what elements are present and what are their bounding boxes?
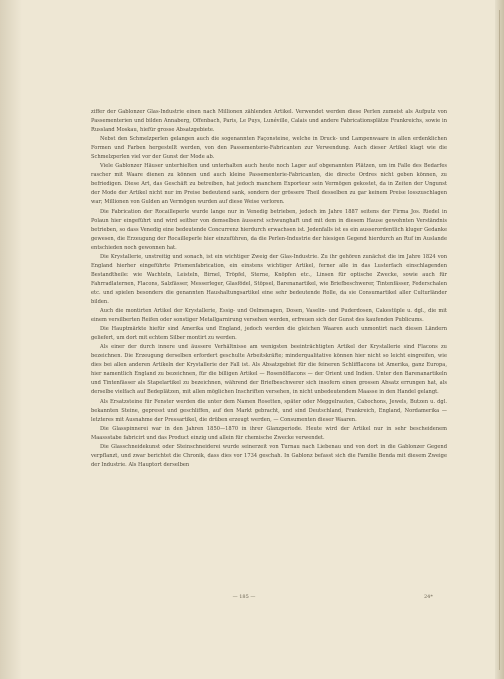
paragraph: Die Glasspinnerei war in den Jahren 1850—1870 in ihrer Glanzperiode. Heute wird der Artikel nur in sehr bescheidenem Maassstabe fabricirt und das Product einzig und allein für chemische Zwecke verwendet. xyxy=(91,425,447,441)
paragraph: Die Hauptmärkte hiefür sind Amerika und England, jedoch werden die gleichen Waaren auch unmontirt nach diesen Ländern geliefert, um dort mit echtem Silber montirt zu werden. xyxy=(91,326,447,342)
paragraph: Die Fabrication der Rocailleperle wurde lange nur in Venedig betrieben, jedoch im Jahre 1887 seitens der Firma Jos. Riedel in Polaun hier eingeführt und wird seither von demselben äusserst schwunghaft und mit dem in diesem Hause gewohnten Verständnis betrieben, so dass Venedig eine bedeutende Concurrenz hierdurch erwachsen ist. Jedenfalls ist es ein ausserordentlich kluger Gedanke gewesen, die Erzeugung der Rocailleperle hier einzuführen, da die Perlen-Industrie der hiesigen Gegend hierdurch an Ruf im Auslande entschieden noch gewonnen hat. xyxy=(91,208,447,251)
paragraph: Die Glasschneidekunst oder Steinschneiderei wurde seinerzeit von Turnau nach Liebenau und von dort in die Gablonzer Gegend verpflanzt, und zwar berichtet die Chronik, dass dies vor 1734 geschah. In Gablonz befasst sich die Familie Benda mit diesem Zweige der Industrie. Als Hauptort derselben xyxy=(91,443,447,468)
paragraph: Nebst den Schmelzperlen gelangen auch die sogenannten Façonsteine, welche in Druck- und Lampenwaare in allen erdenklichen Formen und Farben hergestellt werden, von den Passementerie-Fabricanten zur Verwendung. Auch dieser Artikel klagt wie die Schmelzperlen viel vor der Gunst der Mode ab. xyxy=(91,136,447,161)
paragraph: Als Ersatzsteine für Fenster werden die unter dem Namen Rosetten, später oder Meggelrauten, Cabochons, Jewels, Butzen u. dgl. bekannten Steine, gepresst und geschliffen, auf den Markt gebracht, und sind Deutschland, Frankreich, England, Nordamerika — letzteres mit Ausnahme der Pressartikel, die drüben erzeugt werden, — Consumenten dieser Waaren. xyxy=(91,398,447,423)
page-edge-line xyxy=(499,10,500,670)
signature-mark: 24* xyxy=(424,594,433,600)
paragraph: ziffer der Gablonzer Glas-Industrie einen nach Millionen zählenden Artikel. Verwendet werden diese Perlen zumeist als Aufputz von Passementerien und bilden Annaberg, Offenbach, Paris, Le Puys, Lunéville, Calais und andere Fabricationsplätze Frankreichs, sowie in Russland Moskau, hiefür grosse Absatzgebiete. xyxy=(91,109,447,134)
gutter-shadow xyxy=(0,0,22,679)
paragraph: Die Krystallerie, unstreitig und sonach, ist ein wichtiger Zweig der Glas-Industrie. Zu ihr gehören zunächst die im Jahre 1824 von England hierher eingeführte Prismenfabrication, ein einstens wichtiger Artikel, ferner alle in das Lusterfach einschlagenden Bestandtheile: wie Wachteln, Leisteln, Birnel, Tröpfel, Sterne, Knöpfen etc., Linsen für optische Zwecke, sowie auch für Fahrradlaternen, Flacons, Salzfässer, Messerleger, Glasfödel, Stöpsel, Barenanartikel, wie Briefbeschwerer, Tintenfässer, Federschalen etc. und spielen besonders die genannten Haushaltungsartikel eine sehr bedeutende Rolle, da sie Consumartikel aller Culturländer bilden. xyxy=(91,253,447,305)
paragraph: Als einer der durch innere und äussere Verhältnisse am wenigsten beeinträchtigten Artikel der Krystallerie sind Flacons zu bezeichnen. Die Erzeugung derselben erfordert geschulte Arbeitskräfte; minderqualitative können hier nicht so leicht eingreifen, wie dies bei allen anderen Artikeln der Krystallerie der Fall ist. Als Absatzgebiet für die feineren Schlifflacons ist Amerika, ganz Europa, hier namentlich England zu bezeichnen, für die billigen Artikel — Rosenölflacons — der Orient und Indien. Unter den Barenanartikeln und Tintenfässer als Stapelartikel zu bezeichnen, während der Briefbeschwerer sich insofern einen grossen Absatz errungen hat, als derselbe vielfach auf Bedeplätzen, mit allen möglichen Inschriften versehen, in nicht unbedeutendem Maasse in den Handel gelangt. xyxy=(91,344,447,396)
page-number: — 185 — xyxy=(232,594,256,600)
paragraph: Viele Gablonzer Häuser unterhielten und unterhalten auch heute noch Lager auf obgenannten Plätzen, um im Falle des Bedarfes rascher mit Waare dienen zu können und auch kleine Passementerie-Fabricanten, die directe Ordres nicht geben können, zu befriedigen. Diese Art, das Geschäft zu betreiben, hat jedoch manchem Exporteur sein Vermögen gekostet, da in Zeiten der Ungunst der Mode der Artikel nicht nur im Preise bedeutend sank, sondern der grössere Theil desselben zu gar keinem Preise losszuschlagen war; Millionen von Gulden an Vermögen wurden auf diese Weise verloren. xyxy=(91,163,447,206)
body-text xyxy=(91,108,447,470)
paragraph: Auch die montirten Artikel der Krystallerie, Essig- und Oelmenagen, Dosen, Vaselin- und Puderdosen, Cakestüple u. dgl., die mit einem versilberten Reifen oder sonstiger Metallgarnirung versehen werden, erfreuen sich der Gunst des kaufenden Publicums. xyxy=(91,308,447,324)
